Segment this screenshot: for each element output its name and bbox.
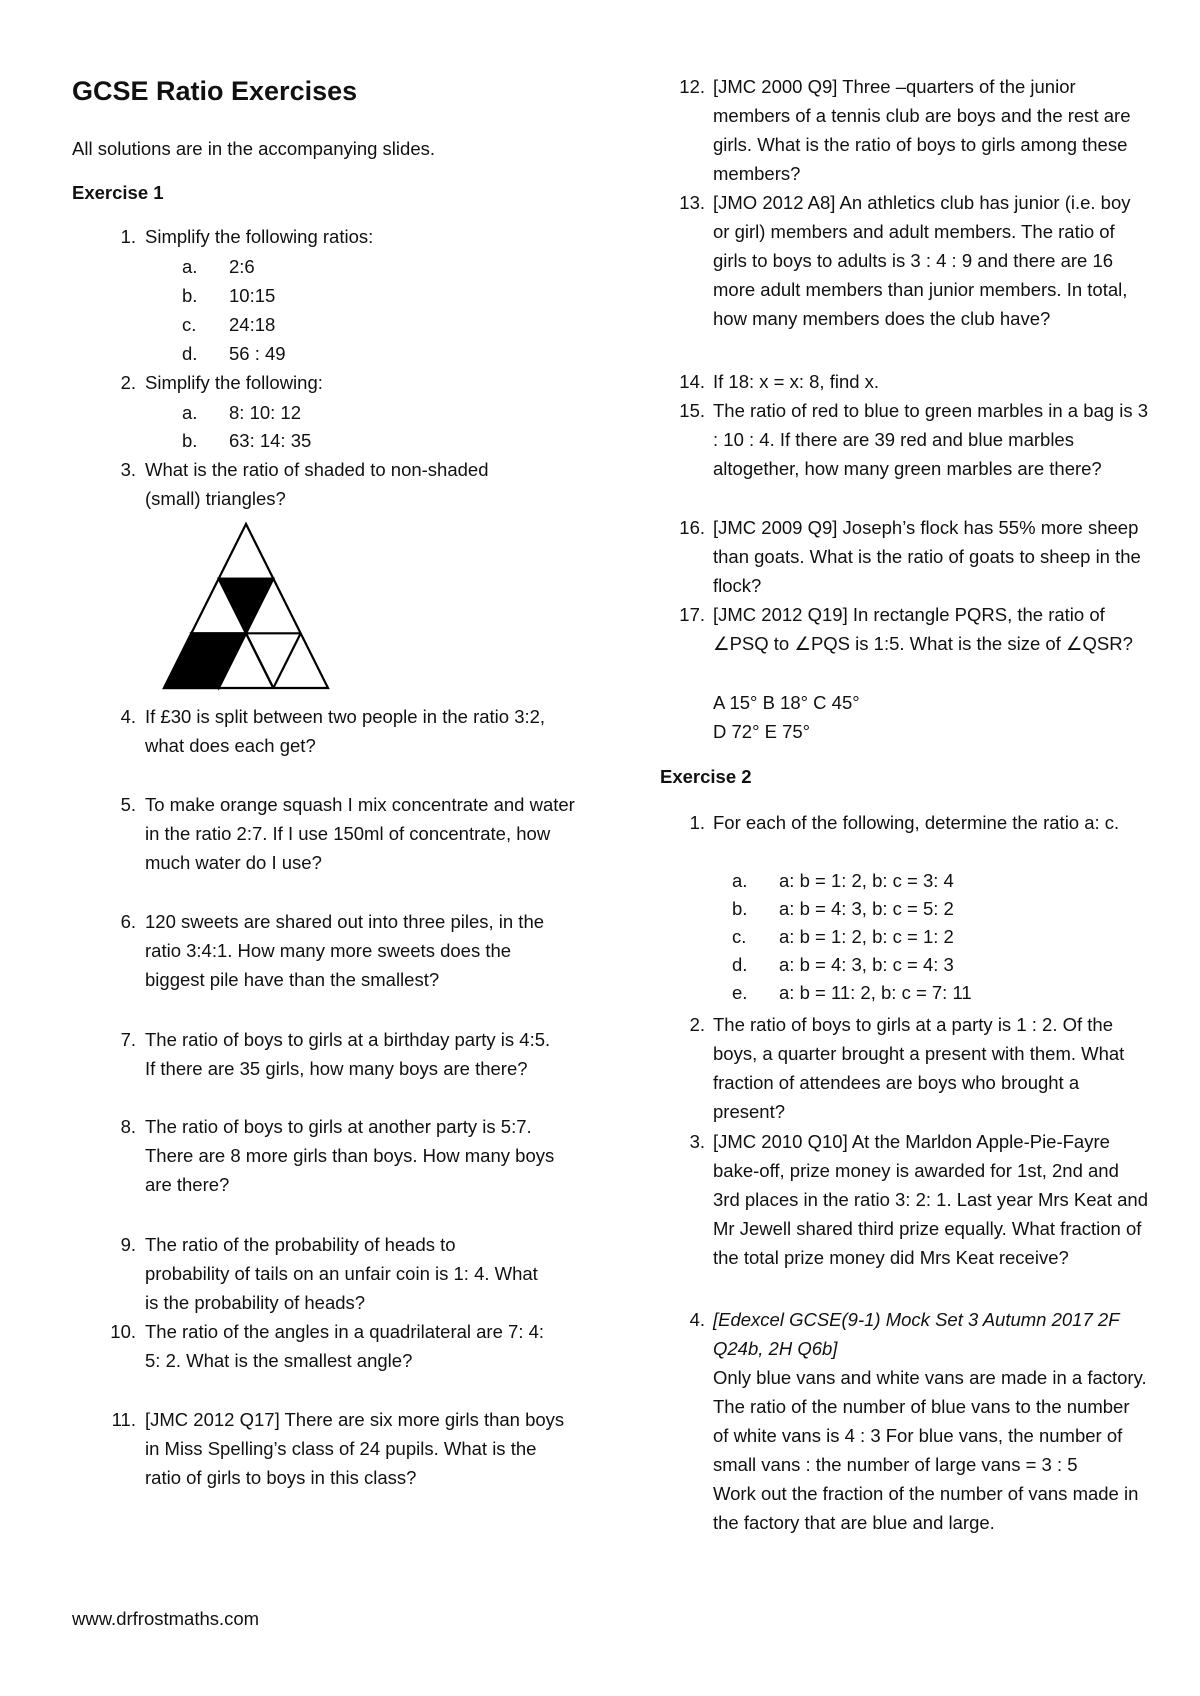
sub-text: a: b = 1: 2, b: c = 1: 2	[779, 926, 954, 947]
question-text: Simplify the following ratios:	[145, 226, 374, 247]
question-text: What is the ratio of shaded to non-shaded (small) triangles?	[145, 459, 489, 509]
question-number: 15.	[679, 400, 705, 421]
question-text: 120 sweets are shared out into three piles, in the ratio 3:4:1. How many more sweets does the biggest pile have than the smallest?	[145, 911, 545, 990]
question-number: 5.	[120, 794, 136, 815]
question-number: 3.	[120, 459, 136, 480]
sub-text: 8: 10: 12	[229, 402, 302, 423]
sub-label: d.	[182, 343, 198, 364]
question-number: 14.	[679, 371, 705, 392]
question-text: Simplify the following:	[145, 372, 323, 393]
question-number: 1.	[689, 812, 705, 833]
question-text-2: Work out the fraction of the number of vans made in the factory that are blue and large.	[713, 1483, 1139, 1533]
shaded-triangle	[219, 579, 274, 634]
question-text: [JMC 2010 Q10] At the Marldon Apple-Pie-Fayre bake-off, prize money is awarded for 1st, 2nd and 3rd places in the ratio 3: 2: 1. Last year Mrs Keat and Mr Jewell shared third prize equally. What fraction of the total prize money did Mrs Keat receive?	[713, 1131, 1148, 1268]
shaded-triangle-figure	[158, 520, 404, 692]
question-text: If £30 is split between two people in the ratio 3:2, what does each get?	[145, 706, 546, 756]
sub-text: a: b = 1: 2, b: c = 3: 4	[779, 870, 954, 891]
question-number: 16.	[679, 517, 705, 538]
question-text: [JMC 2012 Q19] In rectangle PQRS, the ratio of ∠PSQ to ∠PQS is 1:5. What is the size of ∠QSR?	[713, 604, 1133, 654]
question-text: The ratio of red to blue to green marbles in a bag is 3 : 10 : 4. If there are 39 red and blue marbles altogether, how many green marbles are there?	[713, 400, 1149, 479]
question-number: 6.	[120, 911, 136, 932]
sub-label: b.	[182, 430, 198, 451]
page-title: GCSE Ratio Exercises	[72, 76, 358, 106]
choices-line-2: D 72° E 75°	[713, 721, 811, 742]
sub-text: 56 : 49	[229, 343, 286, 364]
sub-label: c.	[732, 926, 747, 947]
question-text: If 18: x = x: 8, find x.	[713, 371, 880, 392]
footer-url: www.drfrostmaths.com	[72, 1608, 260, 1629]
question-number: 11.	[111, 1409, 136, 1430]
question-number: 3.	[689, 1131, 705, 1152]
sub-text: a: b = 4: 3, b: c = 4: 3	[779, 954, 954, 975]
sub-label: d.	[732, 954, 748, 975]
question-text: The ratio of the probability of heads to probability of tails on an unfair coin is 1: 4. What is the probability of heads?	[145, 1234, 538, 1313]
question-text: The ratio of boys to girls at another party is 5:7. There are 8 more girls than boys. How many boys are there?	[145, 1116, 555, 1195]
question-number: 2.	[120, 372, 136, 393]
question-number: 2.	[689, 1014, 705, 1035]
exercise-1-heading: Exercise 1	[72, 182, 164, 203]
sub-text: 63: 14: 35	[229, 430, 312, 451]
question-text: The ratio of boys to girls at a birthday party is 4:5. If there are 35 girls, how many boys are there?	[145, 1029, 551, 1079]
sub-label: b.	[732, 898, 748, 919]
question-text: [JMC 2000 Q9] Three –quarters of the junior members of a tennis club are boys and the rest are girls. What is the ratio of boys to girls among these members?	[713, 76, 1131, 184]
question-number: 7.	[120, 1029, 136, 1050]
sub-label: a.	[732, 870, 748, 891]
question-number: 10.	[110, 1321, 136, 1342]
question-text: For each of the following, determine the ratio a: c.	[713, 812, 1120, 833]
question-text: The ratio of boys to girls at a party is 1 : 2. Of the boys, a quarter brought a present with them. What fraction of attendees are boys who brought a present?	[713, 1014, 1125, 1122]
question-number: 17.	[679, 604, 705, 625]
question-text: [JMO 2012 A8] An athletics club has junior (i.e. boy or girl) members and adult members. The ratio of girls to boys to adults is 3 : 4 : 9 and there are 16 more adult members than junior members. In total, how many members does the club have?	[713, 192, 1131, 329]
choices-line-1: A 15° B 18° C 45°	[713, 692, 860, 713]
question-number: 4.	[689, 1309, 705, 1330]
question-number: 4.	[120, 706, 136, 727]
sub-label: a.	[182, 402, 198, 423]
question-text: To make orange squash I mix concentrate and water in the ratio 2:7. If I use 150ml of concentrate, how much water do I use?	[145, 794, 575, 873]
question-text: [JMC 2012 Q17] There are six more girls than boys in Miss Spelling’s class of 24 pupils. What is the ratio of girls to boys in this class?	[145, 1409, 565, 1488]
question-number: 1.	[120, 226, 136, 247]
sub-text: a: b = 4: 3, b: c = 5: 2	[779, 898, 954, 919]
question-number: 13.	[679, 192, 705, 213]
exercise-2-heading: Exercise 2	[660, 766, 752, 787]
question-source: [Edexcel GCSE(9-1) Mock Set 3 Autumn 2017 2F Q24b, 2H Q6b]	[713, 1309, 1120, 1359]
question-number: 12.	[679, 76, 705, 97]
subtitle: All solutions are in the accompanying slides.	[72, 138, 435, 159]
question-number: 8.	[120, 1116, 136, 1137]
sub-label: a.	[182, 256, 198, 277]
sub-text: 2:6	[229, 256, 255, 277]
sub-label: c.	[182, 314, 197, 335]
question-number: 9.	[120, 1234, 136, 1255]
sub-label: b.	[182, 285, 198, 306]
sub-text: 10:15	[229, 285, 276, 306]
question-text: Only blue vans and white vans are made in a factory. The ratio of the number of blue vans to the number of white vans is 4 : 3 For blue vans, the number of small vans : the number of large vans = 3 : 5	[713, 1367, 1147, 1475]
question-body	[713, 1305, 1149, 1537]
question-text: [JMC 2009 Q9] Joseph’s flock has 55% more sheep than goats. What is the ratio of goats to sheep in the flock?	[713, 517, 1141, 596]
question-text: The ratio of the angles in a quadrilateral are 7: 4: 5: 2. What is the smallest angle?	[145, 1321, 545, 1371]
sub-text: a: b = 11: 2, b: c = 7: 11	[779, 982, 972, 1003]
sub-text: 24:18	[229, 314, 276, 335]
sub-label: e.	[732, 982, 748, 1003]
